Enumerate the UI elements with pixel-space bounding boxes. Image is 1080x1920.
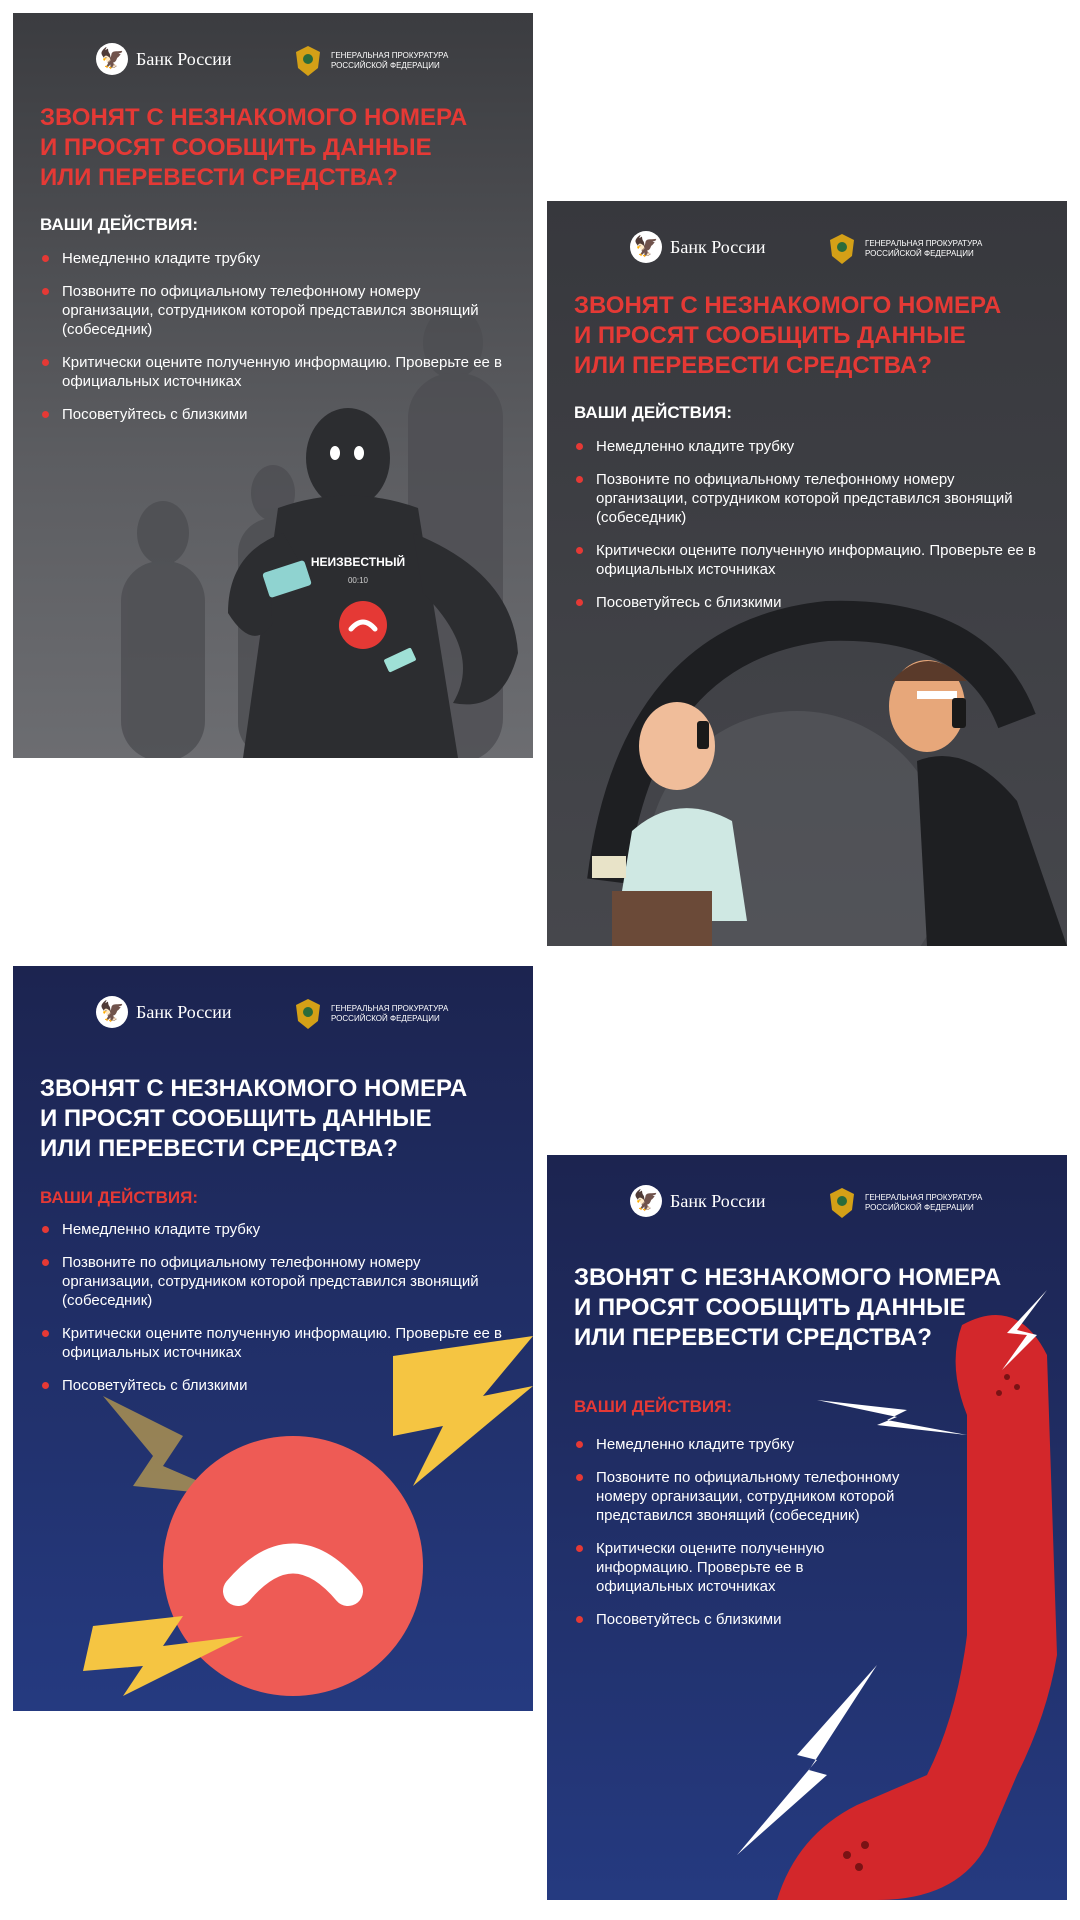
coat-of-arms-icon [293,43,323,79]
double-headed-eagle-icon: 🦅 [630,1185,662,1217]
double-headed-eagle-icon: 🦅 [96,996,128,1028]
poster-title: ЗВОНЯТ С НЕЗНАКОМОГО НОМЕРА И ПРОСЯТ СООБЩИТЬ ДАННЫЕ ИЛИ ПЕРЕВЕСТИ СРЕДСТВА? [40,104,468,191]
list-item: Критически оцените полученную информацию. Проверьте ее в официальных источниках [40,353,510,391]
list-item: Посоветуйтесь с близкими [40,405,510,424]
list-item: Позвоните по официальному телефонному номеру организации, сотрудником которой представился звонящий (собеседник) [40,282,510,339]
actions-list [40,249,510,438]
coat-of-arms-icon [827,1185,857,1221]
prosecutor-general-logo [827,1185,985,1221]
scammer-phone-icon [952,698,966,728]
bank-name: Банк России [136,1001,232,1022]
poster-hang-up-button [13,966,533,1711]
logos-row [13,996,533,1036]
logos-row [13,43,533,83]
actions-heading: ВАШИ ДЕЙСТВИЯ: [574,1397,733,1416]
list-item: Позвоните по официальному телефонному номеру организации, сотрудником которой представился звонящий (собеседник) [40,1253,510,1310]
poster-red-handset [547,1155,1067,1900]
bank-of-russia-logo [630,231,765,263]
list-item: Позвоните по официальному телефонному номеру организации, сотрудником которой представился звонящий (собеседник) [574,470,1044,527]
coat-of-arms-icon [827,231,857,267]
actions-list [40,1220,510,1409]
poster-title: ЗВОНЯТ С НЕЗНАКОМОГО НОМЕРА И ПРОСЯТ СООБЩИТЬ ДАННЫЕ ИЛИ ПЕРЕВЕСТИ СРЕДСТВА? [574,1264,1002,1351]
list-item: Критически оцените полученную информацию. Проверьте ее в официальных источниках [574,541,1044,579]
poster-title: ЗВОНЯТ С НЕЗНАКОМОГО НОМЕРА И ПРОСЯТ СООБЩИТЬ ДАННЫЕ ИЛИ ПЕРЕВЕСТИ СРЕДСТВА? [574,292,1002,379]
coat-of-arms-icon [293,996,323,1032]
list-item: Посоветуйтесь с близкими [574,1610,904,1629]
bank-name: Банк России [136,48,232,69]
logos-row [547,231,1067,271]
list-item: Посоветуйтесь с близкими [40,1376,510,1395]
prosecutor-general-logo [293,996,451,1032]
prosecutor-name-line2: РОССИЙСКОЙ ФЕДЕРАЦИИ [865,249,974,258]
bank-of-russia-logo [96,43,231,75]
list-item: Посоветуйтесь с близкими [574,593,1044,612]
prosecutor-name-line2: РОССИЙСКОЙ ФЕДЕРАЦИИ [331,61,440,70]
double-headed-eagle-icon: 🦅 [96,43,128,75]
bank-name: Банк России [670,236,766,257]
actions-heading: ВАШИ ДЕЙСТВИЯ: [40,1188,199,1207]
list-item: Критически оцените полученную информацию. Проверьте ее в официальных источниках [574,1539,904,1596]
hang-up-button-icon [339,601,387,649]
actions-list [574,1435,904,1643]
list-item: Немедленно кладите трубку [574,437,1044,456]
prosecutor-name-line2: РОССИЙСКОЙ ФЕДЕРАЦИИ [865,1203,974,1212]
bank-of-russia-logo [96,996,231,1028]
actions-list [574,437,1044,626]
prosecutor-name-line1: ГЕНЕРАЛЬНАЯ ПРОКУРАТУРА [331,51,449,60]
poster-title: ЗВОНЯТ С НЕЗНАКОМОГО НОМЕРА И ПРОСЯТ СООБЩИТЬ ДАННЫЕ ИЛИ ПЕРЕВЕСТИ СРЕДСТВА? [40,1075,468,1162]
prosecutor-name-line2: РОССИЙСКОЙ ФЕДЕРАЦИИ [331,1014,440,1023]
caller-name: НЕИЗВЕСТНЫЙ [310,555,406,569]
logos-row [547,1185,1067,1225]
prosecutor-name-line1: ГЕНЕРАЛЬНАЯ ПРОКУРАТУРА [865,1193,983,1202]
prosecutor-general-logo [293,43,451,79]
lightning-icon [817,1400,967,1435]
prosecutor-name-line1: ГЕНЕРАЛЬНАЯ ПРОКУРАТУРА [331,1004,449,1013]
bank-name: Банк России [670,1190,766,1211]
bank-of-russia-logo [630,1185,765,1217]
poster-scammer-phone-call [547,201,1067,946]
wallet-icon [592,856,626,878]
prosecutor-name-line1: ГЕНЕРАЛЬНАЯ ПРОКУРАТУРА [865,239,983,248]
actions-heading: ВАШИ ДЕЙСТВИЯ: [40,215,199,234]
list-item: Критически оцените полученную информацию. Проверьте ее в официальных источниках [40,1324,510,1362]
actions-heading: ВАШИ ДЕЙСТВИЯ: [574,403,733,422]
double-headed-eagle-icon: 🦅 [630,231,662,263]
old-man-phone-icon [697,721,709,749]
call-timer: 00:10 [347,576,369,585]
list-item: Немедленно кладите трубку [574,1435,904,1454]
list-item: Немедленно кладите трубку [40,249,510,268]
list-item: Немедленно кладите трубку [40,1220,510,1239]
list-item: Позвоните по официальному телефонному номеру организации, сотрудником которой представился звонящий (собеседник) [574,1468,904,1525]
poster-shadow-caller [13,13,533,758]
prosecutor-general-logo [827,231,985,267]
